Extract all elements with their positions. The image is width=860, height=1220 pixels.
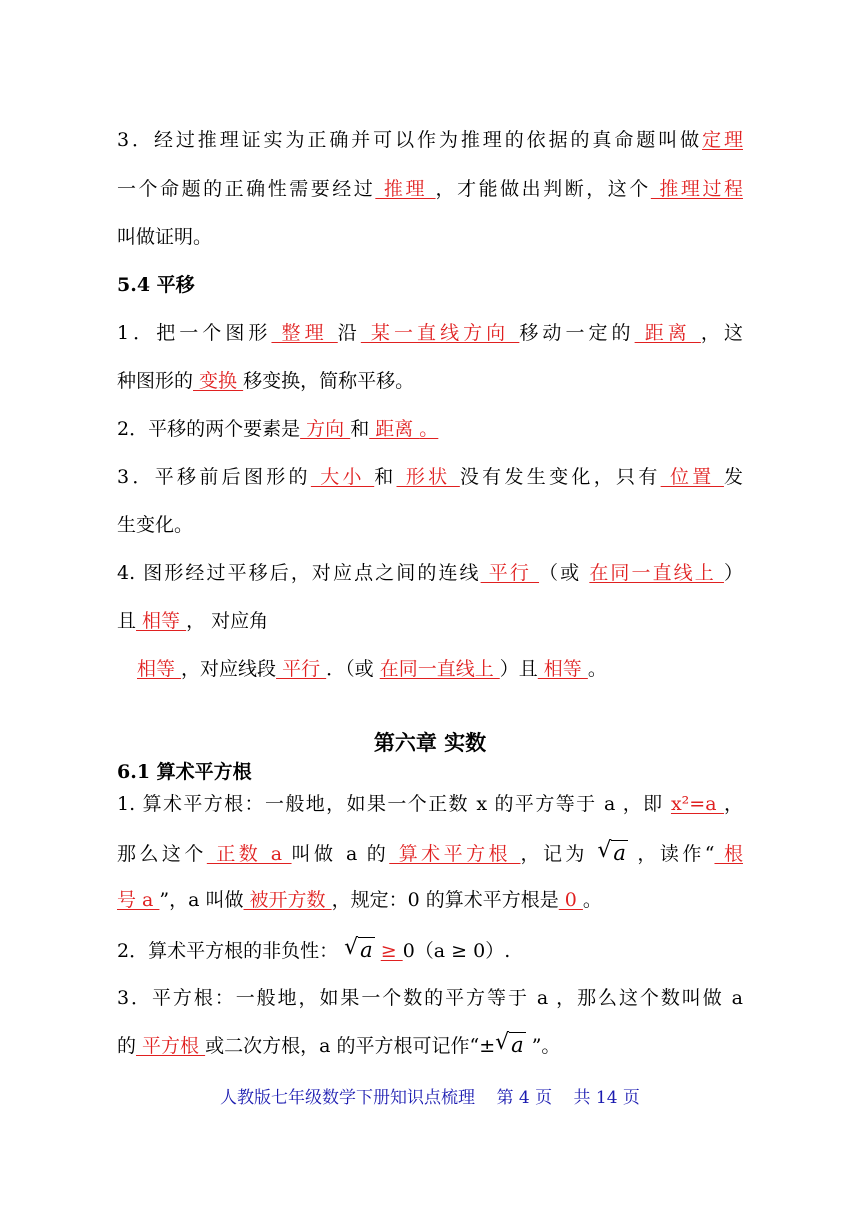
text: 一个命题的正确性需要经过 bbox=[117, 178, 376, 200]
radical-icon: √ bbox=[597, 838, 612, 863]
s54-item4-line1 bbox=[117, 561, 743, 585]
text: 1. 算术平方根：一般地，如果一个正数 x 的平方等于 a ，即 bbox=[117, 793, 671, 815]
footer-title: 人教版七年级数学下册知识点梳理 bbox=[220, 1088, 476, 1108]
answer-blank: 距离 bbox=[369, 418, 420, 440]
radicand: a bbox=[613, 841, 626, 865]
s54-item4-line3 bbox=[137, 657, 743, 681]
s53-item3-line1 bbox=[117, 128, 743, 152]
answer-blank: 定理 bbox=[702, 129, 743, 151]
s61-item2 bbox=[117, 935, 743, 963]
answer-blank: 号 a bbox=[117, 889, 160, 911]
text: ， 对应角 bbox=[186, 610, 269, 632]
text: ，读作“ bbox=[637, 843, 715, 865]
text: ”，a 叫做 bbox=[159, 889, 244, 911]
text: 3．平方根：一般地，如果一个数的平方等于 a ，那么这个数叫做 a bbox=[117, 987, 743, 1009]
footer-page-number: 第 4 页 bbox=[496, 1088, 553, 1108]
text: 叫做 a 的 bbox=[291, 843, 390, 865]
text: ”。 bbox=[525, 1035, 561, 1057]
s54-item1-line2 bbox=[117, 369, 743, 393]
text: 沿 bbox=[337, 322, 361, 344]
answer-blank: 。 bbox=[419, 418, 439, 440]
text: 0（a ≥ 0）. bbox=[402, 940, 511, 962]
text: 和 bbox=[350, 418, 370, 440]
text: 或二次方根，a 的平方根可记作“ bbox=[205, 1035, 480, 1057]
section-heading: 6.1 算术平方根 bbox=[117, 761, 252, 783]
answer-blank: 平方根 bbox=[136, 1035, 206, 1057]
sqrt-symbol bbox=[597, 838, 628, 866]
answer-blank: 变换 bbox=[193, 370, 244, 392]
s54-item4-line2 bbox=[117, 609, 743, 633]
text: 没有发生变化，只有 bbox=[459, 466, 661, 488]
answer-blank: ≥ bbox=[380, 940, 403, 962]
sqrt-symbol bbox=[344, 935, 375, 963]
s61-item1-line1 bbox=[117, 792, 743, 816]
radicand: a bbox=[511, 1033, 524, 1057]
page-footer bbox=[0, 1083, 860, 1108]
text: 3．经过推理证实为正确并可以作为推理的依据的真命题叫做 bbox=[117, 129, 703, 151]
text: 2．算术平方根的非负性： bbox=[117, 940, 339, 962]
answer-blank: 平行 bbox=[276, 658, 327, 680]
chapter-title: 第六章 实数 bbox=[373, 730, 487, 755]
answer-blank: 平行 bbox=[480, 562, 540, 584]
text: ± bbox=[479, 1035, 496, 1057]
text: ，对应线段 bbox=[181, 658, 277, 680]
answer-blank: 方向 bbox=[300, 418, 351, 440]
text: ）且 bbox=[499, 658, 538, 680]
text: ，规定：0 的算术平方根是 bbox=[331, 889, 559, 911]
text: （或 bbox=[539, 562, 590, 584]
text: ，这 bbox=[700, 322, 743, 344]
radicand: a bbox=[360, 938, 373, 962]
sqrt-symbol bbox=[495, 1030, 526, 1058]
s61-item1-line2 bbox=[117, 838, 743, 866]
answer-blank: 大小 bbox=[310, 466, 375, 488]
answer-blank: 某一直线方向 bbox=[360, 322, 520, 344]
text: 种图形的 bbox=[117, 370, 194, 392]
answer-blank: 位置 bbox=[660, 466, 724, 488]
answer-blank: 形状 bbox=[396, 466, 460, 488]
text: 。 bbox=[582, 889, 602, 911]
answer-blank: x²=a bbox=[670, 793, 724, 815]
answer-blank: 算术平方根 bbox=[389, 843, 521, 865]
s54-item3-line1 bbox=[117, 465, 743, 489]
answer-blank: 在同一直线上 bbox=[589, 562, 724, 584]
answer-blank: 正数 a bbox=[206, 843, 292, 865]
section-heading: 5.4 平移 bbox=[117, 274, 195, 296]
text: ， bbox=[723, 793, 743, 815]
s54-item3-line2 bbox=[117, 513, 743, 537]
answer-blank: 距离 bbox=[634, 322, 701, 344]
text: 叫做证明。 bbox=[117, 226, 213, 248]
text: 移变换，简称平移。 bbox=[243, 370, 415, 392]
answer-blank: 根 bbox=[714, 843, 743, 865]
text: 3．平移前后图形的 bbox=[117, 466, 311, 488]
s54-item1-line1 bbox=[117, 321, 743, 345]
s61-item1-line3 bbox=[117, 888, 743, 912]
answer-blank: 相等 bbox=[137, 658, 182, 680]
text: ，才能做出判断，这个 bbox=[435, 178, 651, 200]
text: 且 bbox=[117, 610, 137, 632]
s61-item3-line2 bbox=[117, 1030, 743, 1058]
text: 。 bbox=[587, 658, 607, 680]
text: 2．平移的两个要素是 bbox=[117, 418, 301, 440]
footer-total-pages: 共 14 页 bbox=[573, 1088, 640, 1108]
text: 生变化。 bbox=[117, 514, 194, 536]
text: ） bbox=[723, 562, 743, 584]
answer-blank: 整理 bbox=[271, 322, 338, 344]
text: 和 bbox=[374, 466, 397, 488]
s53-item3-line2 bbox=[117, 177, 743, 201]
text: 的 bbox=[117, 1035, 137, 1057]
text: 移动一定的 bbox=[519, 322, 635, 344]
answer-blank: 相等 bbox=[537, 658, 588, 680]
radical-icon: √ bbox=[344, 935, 359, 960]
answer-blank: 推理过程 bbox=[650, 178, 743, 200]
radical-icon: √ bbox=[495, 1030, 510, 1055]
text: 4. 图形经过平移后，对应点之间的连线 bbox=[117, 562, 481, 584]
answer-blank: 被开方数 bbox=[243, 889, 332, 911]
s61-item3-line1 bbox=[117, 986, 743, 1010]
answer-blank: 0 bbox=[558, 889, 583, 911]
s53-item3-line3 bbox=[117, 225, 743, 249]
answer-blank: 推理 bbox=[375, 178, 436, 200]
s54-item2 bbox=[117, 417, 743, 441]
answer-blank: 在同一直线上 bbox=[379, 658, 500, 680]
answer-blank: 相等 bbox=[136, 610, 187, 632]
text: 发 bbox=[723, 466, 743, 488]
text: 1．把一个图形 bbox=[117, 322, 272, 344]
text: ，记为 bbox=[520, 843, 588, 865]
text: ．（或 bbox=[326, 658, 380, 680]
text: 那么这个 bbox=[117, 843, 207, 865]
